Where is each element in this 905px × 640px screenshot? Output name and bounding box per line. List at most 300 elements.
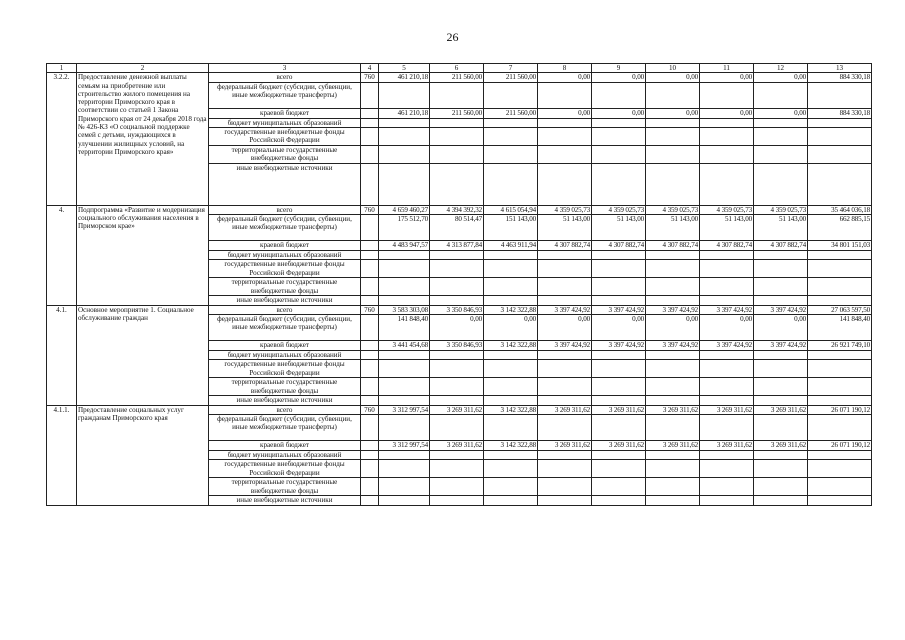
- amount-cell: 3 397 424,92: [646, 341, 700, 351]
- amount-cell: [700, 460, 754, 478]
- amount-cell: [592, 145, 646, 163]
- table-row: [47, 305, 872, 314]
- amount-cell: [484, 260, 538, 278]
- amount-cell: 4 359 025,73: [700, 205, 754, 214]
- amount-cell: 0,00: [700, 108, 754, 118]
- column-number: 3: [209, 64, 361, 73]
- column-number-row: [47, 64, 872, 73]
- amount-cell: 3 269 311,62: [646, 440, 700, 450]
- funding-source-label: федеральный бюджет (субсидии, субвенции, иные межбюджетные трансферты): [209, 215, 361, 241]
- amount-cell: [430, 378, 484, 396]
- column-number: 9: [592, 64, 646, 73]
- funding-source-label: иные внебюджетные источники: [209, 296, 361, 305]
- amount-cell: [754, 478, 808, 496]
- amount-cell: [379, 260, 430, 278]
- amount-cell: 0,00: [646, 108, 700, 118]
- funding-source-label: федеральный бюджет (субсидии, субвенции, иные межбюджетные трансферты): [209, 82, 361, 108]
- amount-cell: [646, 296, 700, 305]
- amount-cell: 51 143,00: [646, 215, 700, 241]
- amount-cell: [592, 450, 646, 459]
- budget-code-empty: [361, 215, 379, 241]
- amount-cell: [592, 278, 646, 296]
- amount-cell: [538, 260, 592, 278]
- amount-cell: [379, 82, 430, 108]
- amount-cell: [538, 145, 592, 163]
- amount-cell: [700, 414, 754, 440]
- amount-cell: 0,00: [538, 108, 592, 118]
- amount-cell: [484, 460, 538, 478]
- amount-cell: [700, 163, 754, 205]
- amount-cell: [379, 460, 430, 478]
- amount-cell: [754, 351, 808, 360]
- amount-cell: 461 210,18: [379, 108, 430, 118]
- budget-code-empty: [361, 341, 379, 351]
- table-row: [47, 73, 872, 82]
- funding-source-label: государственные внебюджетные фонды Российской Федерации: [209, 127, 361, 145]
- funding-source-label: территориальные государственные внебюджетные фонды: [209, 278, 361, 296]
- amount-cell: [430, 118, 484, 127]
- amount-cell: 4 359 025,73: [538, 205, 592, 214]
- amount-cell: [430, 251, 484, 260]
- amount-cell: [754, 163, 808, 205]
- funding-source-label: бюджет муниципальных образований: [209, 251, 361, 260]
- amount-cell: [379, 450, 430, 459]
- amount-cell: 4 307 882,74: [538, 241, 592, 251]
- budget-code-empty: [361, 460, 379, 478]
- amount-cell: [592, 82, 646, 108]
- amount-cell: 4 313 877,84: [430, 241, 484, 251]
- amount-cell: 4 615 054,94: [484, 205, 538, 214]
- amount-cell: 3 397 424,92: [700, 305, 754, 314]
- item-name: Предоставление социальных услуг гражданам Приморского края: [77, 405, 209, 505]
- funding-source-label: федеральный бюджет (субсидии, субвенции, иные межбюджетные трансферты): [209, 414, 361, 440]
- amount-cell: [430, 396, 484, 405]
- budget-code-empty: [361, 360, 379, 378]
- amount-cell: 3 397 424,92: [538, 341, 592, 351]
- amount-cell: [484, 296, 538, 305]
- budget-code-empty: [361, 260, 379, 278]
- funding-source-label: бюджет муниципальных образований: [209, 450, 361, 459]
- amount-cell: [754, 414, 808, 440]
- amount-cell: [484, 118, 538, 127]
- item-number: 4.: [47, 205, 77, 305]
- amount-cell: 34 801 151,03: [808, 241, 872, 251]
- amount-cell: 151 143,00: [484, 215, 538, 241]
- column-number: 2: [77, 64, 209, 73]
- amount-cell: 175 512,70: [379, 215, 430, 241]
- amount-cell: [538, 296, 592, 305]
- amount-cell: 4 359 025,73: [592, 205, 646, 214]
- amount-cell: [430, 360, 484, 378]
- amount-cell: [808, 396, 872, 405]
- amount-cell: [808, 450, 872, 459]
- amount-cell: [646, 163, 700, 205]
- amount-cell: [430, 496, 484, 505]
- amount-cell: [808, 478, 872, 496]
- budget-code-empty: [361, 278, 379, 296]
- budget-code: 760: [361, 405, 379, 414]
- amount-cell: [379, 496, 430, 505]
- amount-cell: [700, 118, 754, 127]
- amount-cell: [592, 360, 646, 378]
- item-name: Подпрограмма «Развитие и модернизация социального обслуживания населения в Приморском крае»: [77, 205, 209, 305]
- amount-cell: 3 142 322,88: [484, 405, 538, 414]
- amount-cell: [808, 260, 872, 278]
- funding-source-label: краевой бюджет: [209, 108, 361, 118]
- column-number: 4: [361, 64, 379, 73]
- amount-cell: 3 269 311,62: [592, 405, 646, 414]
- column-number: 10: [646, 64, 700, 73]
- amount-cell: [754, 460, 808, 478]
- amount-cell: [808, 163, 872, 205]
- amount-cell: [379, 127, 430, 145]
- amount-cell: 3 397 424,92: [592, 305, 646, 314]
- funding-source-label: бюджет муниципальных образований: [209, 118, 361, 127]
- budget-code: 760: [361, 73, 379, 82]
- budget-code-empty: [361, 396, 379, 405]
- amount-cell: [538, 450, 592, 459]
- amount-cell: [592, 260, 646, 278]
- amount-cell: 3 269 311,62: [754, 405, 808, 414]
- amount-cell: 4 307 882,74: [592, 241, 646, 251]
- amount-cell: 141 848,40: [808, 315, 872, 341]
- budget-code-empty: [361, 127, 379, 145]
- amount-cell: [808, 460, 872, 478]
- amount-cell: 3 142 322,88: [484, 305, 538, 314]
- amount-cell: 0,00: [754, 108, 808, 118]
- column-number: 8: [538, 64, 592, 73]
- amount-cell: [592, 251, 646, 260]
- item-name: Основное мероприятие 1. Социальное обслуживание граждан: [77, 305, 209, 405]
- amount-cell: [754, 496, 808, 505]
- funding-source-label: всего: [209, 73, 361, 82]
- amount-cell: [646, 145, 700, 163]
- amount-cell: 3 142 322,88: [484, 440, 538, 450]
- budget-code-empty: [361, 478, 379, 496]
- amount-cell: [592, 351, 646, 360]
- amount-cell: [808, 278, 872, 296]
- amount-cell: [808, 82, 872, 108]
- amount-cell: [538, 378, 592, 396]
- amount-cell: [754, 296, 808, 305]
- amount-cell: 3 269 311,62: [700, 405, 754, 414]
- amount-cell: [646, 260, 700, 278]
- amount-cell: [430, 278, 484, 296]
- amount-cell: 26 921 749,10: [808, 341, 872, 351]
- amount-cell: 211 560,00: [430, 73, 484, 82]
- amount-cell: 461 210,18: [379, 73, 430, 82]
- amount-cell: [754, 278, 808, 296]
- amount-cell: [808, 414, 872, 440]
- amount-cell: [754, 82, 808, 108]
- funding-source-label: территориальные государственные внебюджетные фонды: [209, 145, 361, 163]
- amount-cell: 211 560,00: [484, 108, 538, 118]
- amount-cell: [379, 360, 430, 378]
- amount-cell: [538, 496, 592, 505]
- amount-cell: [646, 496, 700, 505]
- budget-code-empty: [361, 108, 379, 118]
- budget-code-empty: [361, 450, 379, 459]
- amount-cell: 3 350 846,93: [430, 341, 484, 351]
- amount-cell: 3 397 424,92: [700, 341, 754, 351]
- amount-cell: [700, 296, 754, 305]
- amount-cell: 0,00: [646, 73, 700, 82]
- amount-cell: 35 464 036,18: [808, 205, 872, 214]
- amount-cell: [430, 82, 484, 108]
- amount-cell: [646, 127, 700, 145]
- amount-cell: 884 330,18: [808, 108, 872, 118]
- amount-cell: [592, 496, 646, 505]
- amount-cell: [484, 478, 538, 496]
- amount-cell: 211 560,00: [484, 73, 538, 82]
- amount-cell: [808, 251, 872, 260]
- amount-cell: [646, 251, 700, 260]
- page-number: 26: [446, 30, 459, 44]
- amount-cell: [700, 82, 754, 108]
- amount-cell: [808, 127, 872, 145]
- amount-cell: [754, 127, 808, 145]
- amount-cell: [700, 127, 754, 145]
- budget-code: 760: [361, 305, 379, 314]
- amount-cell: 4 359 025,73: [646, 205, 700, 214]
- column-number: 12: [754, 64, 808, 73]
- funding-source-label: территориальные государственные внебюджетные фонды: [209, 478, 361, 496]
- amount-cell: [592, 396, 646, 405]
- amount-cell: [808, 378, 872, 396]
- amount-cell: 0,00: [700, 315, 754, 341]
- amount-cell: 0,00: [592, 315, 646, 341]
- amount-cell: [430, 163, 484, 205]
- amount-cell: 3 269 311,62: [538, 440, 592, 450]
- amount-cell: 0,00: [646, 315, 700, 341]
- amount-cell: [538, 163, 592, 205]
- amount-cell: 80 514,47: [430, 215, 484, 241]
- budget-code-empty: [361, 315, 379, 341]
- amount-cell: 3 397 424,92: [592, 341, 646, 351]
- amount-cell: [379, 378, 430, 396]
- amount-cell: [538, 82, 592, 108]
- amount-cell: 141 848,40: [379, 315, 430, 341]
- amount-cell: [700, 260, 754, 278]
- amount-cell: 3 269 311,62: [592, 440, 646, 450]
- amount-cell: [700, 145, 754, 163]
- funding-source-label: краевой бюджет: [209, 440, 361, 450]
- amount-cell: [646, 450, 700, 459]
- amount-cell: [430, 296, 484, 305]
- amount-cell: 3 269 311,62: [538, 405, 592, 414]
- amount-cell: [592, 478, 646, 496]
- amount-cell: [754, 378, 808, 396]
- amount-cell: [484, 378, 538, 396]
- amount-cell: [430, 478, 484, 496]
- amount-cell: [484, 127, 538, 145]
- budget-code-empty: [361, 145, 379, 163]
- column-number: 7: [484, 64, 538, 73]
- budget-code-empty: [361, 118, 379, 127]
- amount-cell: [430, 414, 484, 440]
- amount-cell: [646, 278, 700, 296]
- amount-cell: [538, 414, 592, 440]
- amount-cell: [538, 396, 592, 405]
- amount-cell: 0,00: [538, 315, 592, 341]
- funding-source-label: краевой бюджет: [209, 341, 361, 351]
- amount-cell: 3 397 424,92: [646, 305, 700, 314]
- amount-cell: [592, 127, 646, 145]
- amount-cell: [700, 278, 754, 296]
- funding-source-label: государственные внебюджетные фонды Российской Федерации: [209, 260, 361, 278]
- budget-table: [46, 63, 872, 506]
- amount-cell: [379, 478, 430, 496]
- amount-cell: [646, 82, 700, 108]
- funding-source-label: государственные внебюджетные фонды Российской Федерации: [209, 460, 361, 478]
- amount-cell: 3 397 424,92: [754, 305, 808, 314]
- amount-cell: 4 359 025,73: [754, 205, 808, 214]
- amount-cell: 51 143,00: [592, 215, 646, 241]
- amount-cell: 3 350 846,93: [430, 305, 484, 314]
- amount-cell: 3 583 303,08: [379, 305, 430, 314]
- budget-code-empty: [361, 440, 379, 450]
- amount-cell: [484, 360, 538, 378]
- amount-cell: 0,00: [592, 73, 646, 82]
- amount-cell: 0,00: [700, 73, 754, 82]
- amount-cell: [808, 145, 872, 163]
- table-row: [47, 405, 872, 414]
- amount-cell: [646, 414, 700, 440]
- amount-cell: 3 312 997,54: [379, 405, 430, 414]
- amount-cell: 3 269 311,62: [754, 440, 808, 450]
- amount-cell: [808, 496, 872, 505]
- amount-cell: [484, 145, 538, 163]
- amount-cell: 3 312 997,54: [379, 440, 430, 450]
- amount-cell: [808, 351, 872, 360]
- amount-cell: [430, 351, 484, 360]
- amount-cell: [379, 251, 430, 260]
- amount-cell: 27 063 597,50: [808, 305, 872, 314]
- amount-cell: [430, 127, 484, 145]
- funding-source-label: всего: [209, 205, 361, 214]
- amount-cell: 211 560,00: [430, 108, 484, 118]
- budget-code-empty: [361, 251, 379, 260]
- item-number: 3.2.2.: [47, 73, 77, 206]
- column-number: 5: [379, 64, 430, 73]
- budget-code-empty: [361, 378, 379, 396]
- amount-cell: [754, 251, 808, 260]
- amount-cell: 884 330,18: [808, 73, 872, 82]
- amount-cell: [484, 496, 538, 505]
- amount-cell: [592, 460, 646, 478]
- item-number: 4.1.: [47, 305, 77, 405]
- amount-cell: [700, 478, 754, 496]
- amount-cell: [592, 118, 646, 127]
- amount-cell: [430, 145, 484, 163]
- column-number: 6: [430, 64, 484, 73]
- amount-cell: 4 307 882,74: [700, 241, 754, 251]
- amount-cell: [592, 163, 646, 205]
- amount-cell: [700, 378, 754, 396]
- funding-source-label: всего: [209, 405, 361, 414]
- amount-cell: 0,00: [430, 315, 484, 341]
- funding-source-label: иные внебюджетные источники: [209, 396, 361, 405]
- amount-cell: 51 143,00: [538, 215, 592, 241]
- amount-cell: [754, 260, 808, 278]
- amount-cell: [379, 296, 430, 305]
- amount-cell: 3 269 311,62: [700, 440, 754, 450]
- amount-cell: [754, 450, 808, 459]
- budget-code-empty: [361, 351, 379, 360]
- amount-cell: [430, 460, 484, 478]
- amount-cell: 3 397 424,92: [754, 341, 808, 351]
- amount-cell: [484, 414, 538, 440]
- amount-cell: 4 394 392,32: [430, 205, 484, 214]
- column-number: 13: [808, 64, 872, 73]
- amount-cell: [754, 145, 808, 163]
- amount-cell: [646, 396, 700, 405]
- amount-cell: [646, 478, 700, 496]
- budget-code-empty: [361, 296, 379, 305]
- amount-cell: 4 307 882,74: [754, 241, 808, 251]
- amount-cell: [538, 251, 592, 260]
- amount-cell: [484, 396, 538, 405]
- amount-cell: [592, 414, 646, 440]
- amount-cell: [484, 278, 538, 296]
- amount-cell: [484, 351, 538, 360]
- table-row: [47, 205, 872, 214]
- amount-cell: 662 885,15: [808, 215, 872, 241]
- budget-code-empty: [361, 163, 379, 205]
- funding-source-label: территориальные государственные внебюджетные фонды: [209, 378, 361, 396]
- amount-cell: 0,00: [754, 315, 808, 341]
- item-name: Предоставление денежной выплаты семьям на приобретение или строительство жилого помещения на территории Приморского края в соответствии со статьей 1 Закона Приморского края от 24 декабря 2018 года № 426-КЗ «О социальной поддержке семей с детьми, нуждающихся в улучшении жилищных условий, на территории Приморского края»: [77, 73, 209, 206]
- amount-cell: 3 397 424,92: [538, 305, 592, 314]
- funding-source-label: бюджет муниципальных образований: [209, 351, 361, 360]
- amount-cell: 4 483 947,57: [379, 241, 430, 251]
- amount-cell: 26 071 190,12: [808, 405, 872, 414]
- funding-source-label: иные внебюджетные источники: [209, 163, 361, 205]
- amount-cell: [754, 360, 808, 378]
- amount-cell: [430, 450, 484, 459]
- amount-cell: [484, 450, 538, 459]
- amount-cell: [646, 360, 700, 378]
- amount-cell: [700, 360, 754, 378]
- column-number: 11: [700, 64, 754, 73]
- funding-source-label: иные внебюджетные источники: [209, 496, 361, 505]
- amount-cell: [592, 378, 646, 396]
- amount-cell: 3 269 311,62: [430, 440, 484, 450]
- amount-cell: [538, 460, 592, 478]
- column-number: 1: [47, 64, 77, 73]
- amount-cell: [379, 118, 430, 127]
- amount-cell: [538, 118, 592, 127]
- amount-cell: 0,00: [538, 73, 592, 82]
- amount-cell: [700, 396, 754, 405]
- amount-cell: [379, 163, 430, 205]
- amount-cell: [538, 127, 592, 145]
- amount-cell: [379, 396, 430, 405]
- funding-source-label: федеральный бюджет (субсидии, субвенции, иные межбюджетные трансферты): [209, 315, 361, 341]
- amount-cell: [538, 360, 592, 378]
- amount-cell: [484, 163, 538, 205]
- budget-code: 760: [361, 205, 379, 214]
- amount-cell: [430, 260, 484, 278]
- amount-cell: [379, 278, 430, 296]
- budget-code-empty: [361, 241, 379, 251]
- amount-cell: 3 142 322,88: [484, 341, 538, 351]
- amount-cell: [538, 478, 592, 496]
- amount-cell: 0,00: [754, 73, 808, 82]
- item-number: 4.1.1.: [47, 405, 77, 505]
- amount-cell: 3 269 311,62: [646, 405, 700, 414]
- amount-cell: 0,00: [592, 108, 646, 118]
